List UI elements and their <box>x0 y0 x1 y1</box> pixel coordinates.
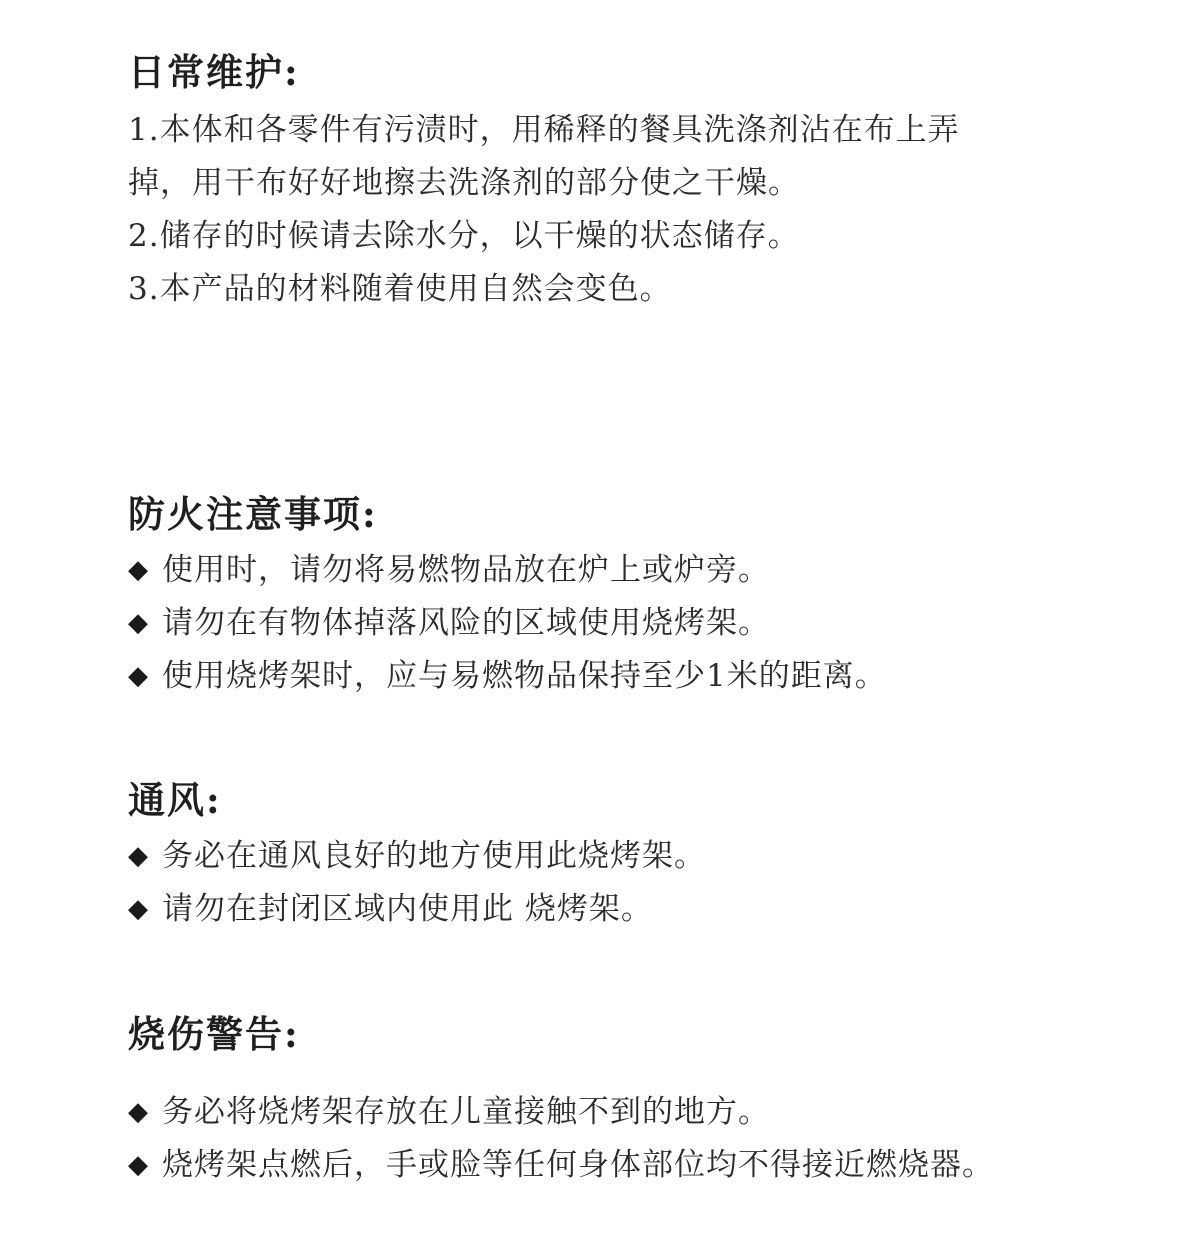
diamond-bullet-icon: ◆ <box>128 555 149 585</box>
diamond-bullet-icon: ◆ <box>128 1150 149 1180</box>
daily-maintenance-section <box>128 50 1088 316</box>
fire-item-1 <box>128 544 1088 597</box>
burn-item-1 <box>128 1086 1088 1139</box>
fire-item-2 <box>128 597 1088 650</box>
ventilation-item-1 <box>128 830 1088 883</box>
diamond-bullet-icon: ◆ <box>128 1097 149 1127</box>
burn-item-text: 务必将烧烤架存放在儿童接触不到的地方。 <box>162 1094 770 1130</box>
fire-item-text: 使用时，请勿将易燃物品放在炉上或炉旁。 <box>162 552 770 588</box>
burn-item-text: 烧烤架点燃后，手或脸等任何身体部位均不得接近燃烧器。 <box>162 1147 994 1183</box>
maintenance-line-2: 掉，用干布好好地擦去洗涤剂的部分使之干燥。 <box>128 165 800 201</box>
fire-precautions-title: 防火注意事项: <box>128 492 378 536</box>
diamond-bullet-icon: ◆ <box>128 841 149 871</box>
burn-warning-title: 烧伤警告: <box>128 1012 300 1056</box>
fire-item-text: 使用烧烤架时，应与易燃物品保持至少1米的距离。 <box>162 658 887 694</box>
daily-maintenance-title: 日常维护: <box>128 50 300 94</box>
maintenance-line-4: 3.本产品的材料随着使用自然会变色。 <box>128 271 672 307</box>
ventilation-item-2 <box>128 883 1088 936</box>
fire-item-text: 请勿在有物体掉落风险的区域使用烧烤架。 <box>162 605 770 641</box>
burn-item-2 <box>128 1139 1088 1192</box>
diamond-bullet-icon: ◆ <box>128 661 149 691</box>
diamond-bullet-icon: ◆ <box>128 894 149 924</box>
fire-precautions-section <box>128 492 1088 703</box>
fire-item-3 <box>128 650 1088 703</box>
ventilation-item-text: 务必在通风良好的地方使用此烧烤架。 <box>162 838 706 874</box>
maintenance-line-3: 2.储存的时候请去除水分，以干燥的状态储存。 <box>128 218 800 254</box>
ventilation-section <box>128 778 1088 936</box>
ventilation-title: 通风: <box>128 778 222 822</box>
burn-warning-section <box>128 1012 1088 1192</box>
ventilation-item-text: 请勿在封闭区域内使用此 烧烤架。 <box>162 891 653 927</box>
diamond-bullet-icon: ◆ <box>128 608 149 638</box>
maintenance-line-1: 1.本体和各零件有污渍时，用稀释的餐具洗涤剂沾在布上弄 <box>128 112 960 148</box>
